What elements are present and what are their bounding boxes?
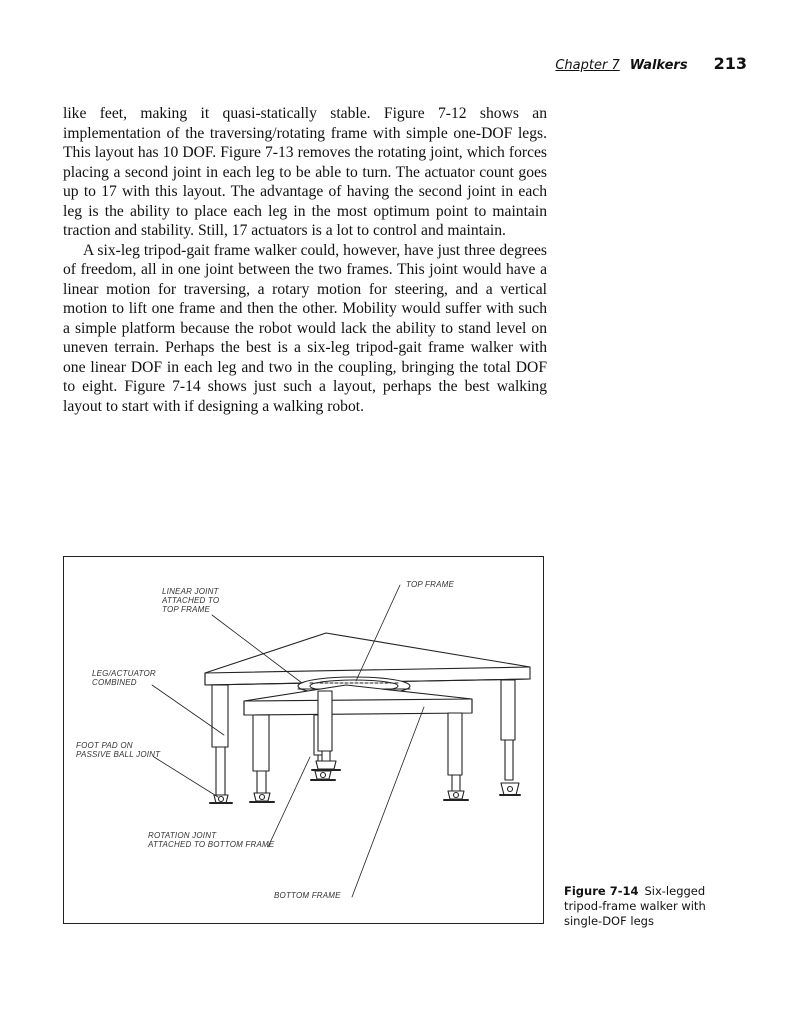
caption-number: Figure 7-14 xyxy=(564,884,639,898)
paragraph-2: A six-leg tripod-gait frame walker could, however, have just three degrees of freedom, all in one joint between the two frames. This joint would have a linear motion for traversing, a rotary motion for steering, and a vertical motion to lift one frame and then the other. Mobility would suffer with such a simple platform because the robot would lack the ability to stand level on uneven terrain. Perhaps the best is a six-leg tripod-gait frame walker with one linear DOF in each leg and two in the coupling, bringing the total DOF to eight. Figure 7-14 shows just such a layout, perhaps the best walking layout to start with if designing a walking robot. xyxy=(63,241,547,415)
chapter-label: Chapter 7 xyxy=(555,58,620,73)
bottom-legs xyxy=(250,713,468,802)
label-linear-joint: LINEAR JOINT ATTACHED TO TOP FRAME xyxy=(162,587,220,614)
rear-legs xyxy=(500,680,520,795)
label-bottom-frame: BOTTOM FRAME xyxy=(274,891,341,900)
figure-7-14 xyxy=(63,556,544,924)
label-leg-actuator: LEG/ACTUATOR COMBINED xyxy=(92,669,156,687)
caption-text: Six-legged tripod-frame walker with single-DOF legs xyxy=(564,884,706,928)
figure-caption xyxy=(564,884,734,929)
label-top-frame: TOP FRAME xyxy=(406,580,455,589)
walker-drawing xyxy=(64,557,542,922)
running-header xyxy=(555,54,747,73)
page-number: 213 xyxy=(713,54,747,73)
label-rotation-joint: ROTATION JOINT ATTACHED TO BOTTOM FRAME xyxy=(148,831,275,849)
bottom-frame-plate xyxy=(244,685,472,715)
body-text xyxy=(63,104,547,416)
leader-lines xyxy=(152,585,424,897)
paragraph-1: like feet, making it quasi-statically stable. Figure 7-12 shows an implementation of the traversing/rotating frame with simple one-DOF legs. This layout has 10 DOF. Figure 7-13 removes the rotating joint, which forces placing a second joint in each leg to be able to turn. The actuator count goes up to 17 with this layout. The advantage of having the second joint in each leg is the ability to place each leg in the most optimum point to maintain traction and stability. Still, 17 actuators is a lot to control and maintain. xyxy=(63,105,547,239)
section-label: Walkers xyxy=(629,58,688,73)
left-top-leg xyxy=(210,685,232,803)
label-foot-pad: FOOT PAD ON PASSIVE BALL JOINT xyxy=(76,741,161,759)
